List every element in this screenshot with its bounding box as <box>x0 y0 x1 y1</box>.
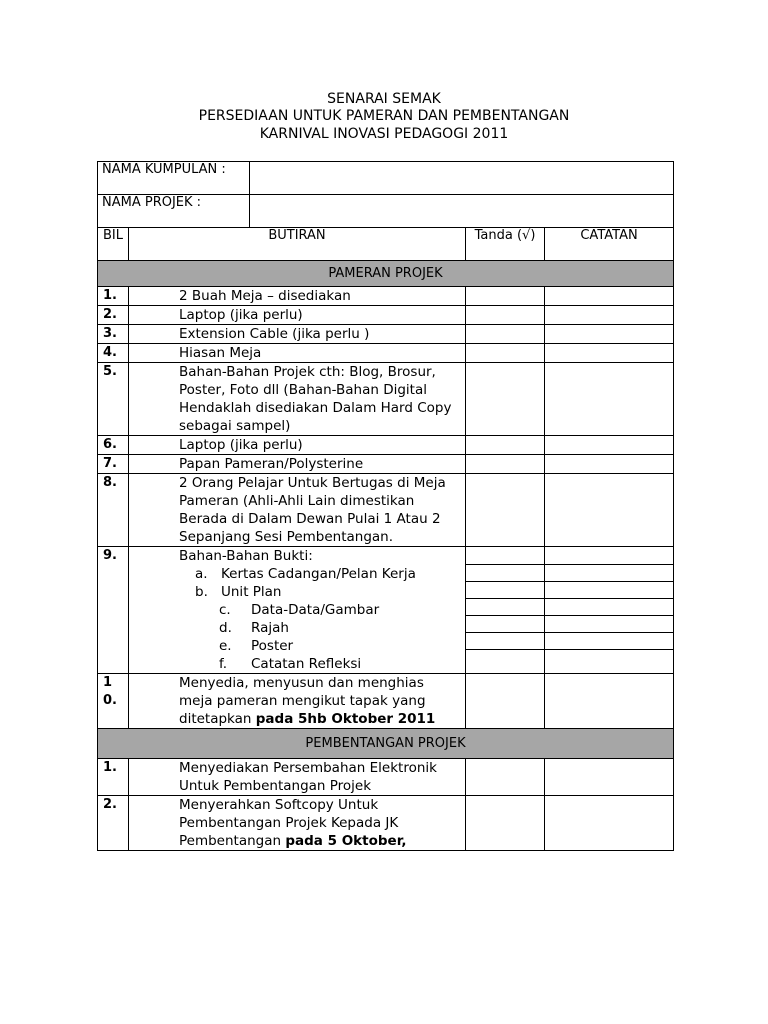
table-row <box>98 759 674 796</box>
catatan-cell[interactable] <box>545 363 674 436</box>
nama-kumpulan-field[interactable] <box>250 162 674 195</box>
subitem-b: b. Unit Plan <box>195 584 282 600</box>
tanda-cell[interactable] <box>466 436 545 455</box>
subitem-f: f. Catatan Refleksi <box>219 656 362 672</box>
catatan-cell[interactable] <box>545 344 674 363</box>
catatan-cell[interactable] <box>545 674 674 729</box>
catatan-cell[interactable] <box>545 796 674 851</box>
row-number: 7. <box>98 455 129 474</box>
catatan-cell[interactable] <box>545 759 674 796</box>
catatan-cell[interactable] <box>545 474 674 547</box>
subitem-c: c. Data-Data/Gambar <box>219 602 380 618</box>
tanda-cell[interactable] <box>466 547 545 674</box>
item9-heading: Bahan-Bahan Bukti: <box>179 548 313 564</box>
row-text: 2 Orang Pelajar Untuk Bertugas di Meja Pameran (Ahli-Ahli Lain dimestikan Berada di Dalam Dewan Pulai 1 Atau 2 Sepanjang Sesi Pembentangan. <box>129 474 466 547</box>
catatan-cell[interactable] <box>545 455 674 474</box>
table-row <box>98 455 674 474</box>
checklist-table <box>97 161 674 851</box>
table-row <box>98 306 674 325</box>
tanda-cell[interactable] <box>466 344 545 363</box>
subitem-d: d. Rajah <box>219 620 289 636</box>
table-row <box>98 344 674 363</box>
row-text: Bahan-Bahan Projek cth: Blog, Brosur, Poster, Foto dll (Bahan-Bahan Digital Hendaklah disediakan Dalam Hard Copy sebagai sampel) <box>129 363 466 436</box>
header-catatan: CATATAN <box>545 228 674 261</box>
table-row <box>98 796 674 851</box>
catatan-cell[interactable] <box>545 287 674 306</box>
table-row <box>98 287 674 306</box>
table-row <box>98 325 674 344</box>
row-text: Extension Cable (jika perlu ) <box>129 325 466 344</box>
row-text: Menyerahkan Softcopy Untuk Pembentangan Projek Kepada JK Pembentangan pada 5 Oktober, <box>129 796 466 851</box>
title-line-1: SENARAI SEMAK <box>327 91 441 107</box>
row-text: Menyediakan Persembahan Elektronik Untuk Pembentangan Projek <box>129 759 466 796</box>
catatan-cell[interactable] <box>545 306 674 325</box>
tanda-cell[interactable] <box>466 363 545 436</box>
row-number: 5. <box>98 363 129 436</box>
nama-projek-label: NAMA PROJEK : <box>98 195 250 228</box>
catatan-cell[interactable] <box>545 547 674 674</box>
table-row <box>98 363 674 436</box>
tanda-cell[interactable] <box>466 287 545 306</box>
tanda-cell[interactable] <box>466 674 545 729</box>
row-text: Laptop (jika perlu) <box>129 306 466 325</box>
table-row <box>98 547 674 674</box>
tanda-cell[interactable] <box>466 325 545 344</box>
header-bil: BIL <box>98 228 129 261</box>
row-text: Papan Pameran/Polysterine <box>129 455 466 474</box>
row-number: 2. <box>98 306 129 325</box>
section-pameran-projek: PAMERAN PROJEK <box>98 261 674 287</box>
row-text <box>129 547 466 674</box>
table-row <box>98 436 674 455</box>
row-number: 3. <box>98 325 129 344</box>
row-text: Menyedia, menyusun dan menghias meja pameran mengikut tapak yang ditetapkan pada 5hb Oktober 2011 <box>129 674 466 729</box>
tanda-cell[interactable] <box>466 455 545 474</box>
tanda-cell[interactable] <box>466 759 545 796</box>
table-row <box>98 674 674 729</box>
header-tanda: Tanda (√) <box>466 228 545 261</box>
row-text: 2 Buah Meja – disediakan <box>129 287 466 306</box>
title-line-2: PERSEDIAAN UNTUK PAMERAN DAN PEMBENTANGAN <box>198 108 570 124</box>
tanda-cell[interactable] <box>466 474 545 547</box>
row-number: 9. <box>98 547 129 674</box>
row-number: 1 0. <box>98 674 129 729</box>
row-number: 1. <box>98 759 129 796</box>
title-line-3: KARNIVAL INOVASI PEDAGOGI 2011 <box>259 126 509 142</box>
catatan-cell[interactable] <box>545 325 674 344</box>
nama-kumpulan-label: NAMA KUMPULAN : <box>98 162 250 195</box>
tanda-cell[interactable] <box>466 796 545 851</box>
row-number: 8. <box>98 474 129 547</box>
subitem-a: a. Kertas Cadangan/Pelan Kerja <box>195 566 416 582</box>
nama-projek-field[interactable] <box>250 195 674 228</box>
catatan-cell[interactable] <box>545 436 674 455</box>
row-number: 2. <box>98 796 129 851</box>
section-pembentangan-projek: PEMBENTANGAN PROJEK <box>98 729 674 759</box>
table-row <box>98 474 674 547</box>
tanda-cell[interactable] <box>466 306 545 325</box>
row-number: 1. <box>98 287 129 306</box>
row-text: Hiasan Meja <box>129 344 466 363</box>
header-butiran: BUTIRAN <box>129 228 466 261</box>
row-number: 4. <box>98 344 129 363</box>
subitem-e: e. Poster <box>219 638 294 654</box>
row-text: Laptop (jika perlu) <box>129 436 466 455</box>
row-number: 6. <box>98 436 129 455</box>
